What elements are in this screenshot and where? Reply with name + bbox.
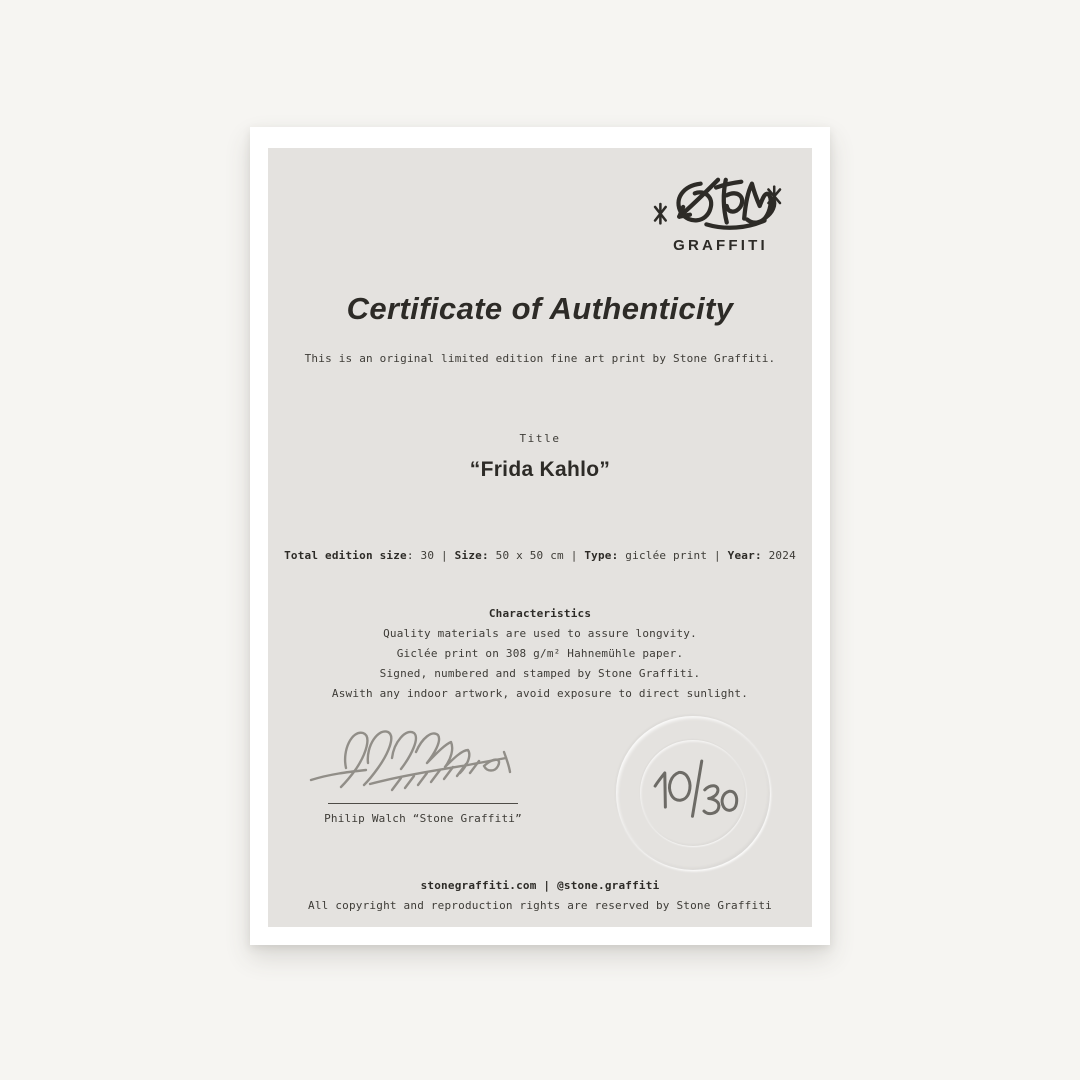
edition-total-label: Total edition size xyxy=(284,549,407,562)
certificate-paper xyxy=(268,148,812,927)
logo-block xyxy=(648,174,790,254)
footer-links xyxy=(268,879,812,892)
edition-separator-2: | xyxy=(570,549,578,562)
edition-year-label: Year: xyxy=(727,549,762,562)
stone-graffiti-tag-icon xyxy=(648,174,790,236)
artwork-title-label: Title xyxy=(519,432,561,445)
edition-separator-1: | xyxy=(441,549,448,562)
footer-copyright: All copyright and reproduction rights are reserved by Stone Graffiti xyxy=(308,899,772,912)
certificate-subtitle: This is an original limited edition fine art print by Stone Graffiti. xyxy=(304,352,776,365)
edition-info-line xyxy=(268,549,812,562)
edition-size-value: 50 x 50 cm xyxy=(495,549,564,562)
edition-type-label: Type: xyxy=(584,549,619,562)
characteristics-line: Signed, numbered and stamped by Stone Graffiti. xyxy=(379,667,701,680)
edition-type-value: giclée print xyxy=(625,549,708,562)
footer-website: stonegraffiti.com xyxy=(420,879,537,892)
edition-total-value: : 30 xyxy=(406,549,435,562)
characteristics-line: Quality materials are used to assure longvity. xyxy=(383,627,697,640)
characteristics-line: Aswith any indoor artwork, avoid exposure to direct sunlight. xyxy=(331,687,749,700)
characteristics-line: Giclée print on 308 g/m² Hahnemühle paper. xyxy=(396,647,684,660)
signature-block xyxy=(303,716,543,825)
characteristics-block xyxy=(268,604,812,704)
certificate-card xyxy=(250,127,830,945)
brand-wordmark: GRAFFITI xyxy=(673,237,768,254)
characteristics-heading: Characteristics xyxy=(488,607,592,620)
footer-separator: | xyxy=(543,879,551,892)
edition-year-value: 2024 xyxy=(768,549,796,562)
stamp-number-handwriting-icon xyxy=(645,755,743,824)
signature-scribble-icon xyxy=(308,716,538,811)
footer-handle: @stone.graffiti xyxy=(557,879,660,892)
signer-name: Philip Walch “Stone Graffiti” xyxy=(324,812,522,825)
stamp-number xyxy=(645,755,743,829)
certificate-title: Certificate of Authenticity xyxy=(346,291,734,326)
edition-separator-3: | xyxy=(714,549,721,562)
artwork-title: “Frida Kahlo” xyxy=(469,458,611,481)
edition-size-label: Size: xyxy=(454,549,489,562)
